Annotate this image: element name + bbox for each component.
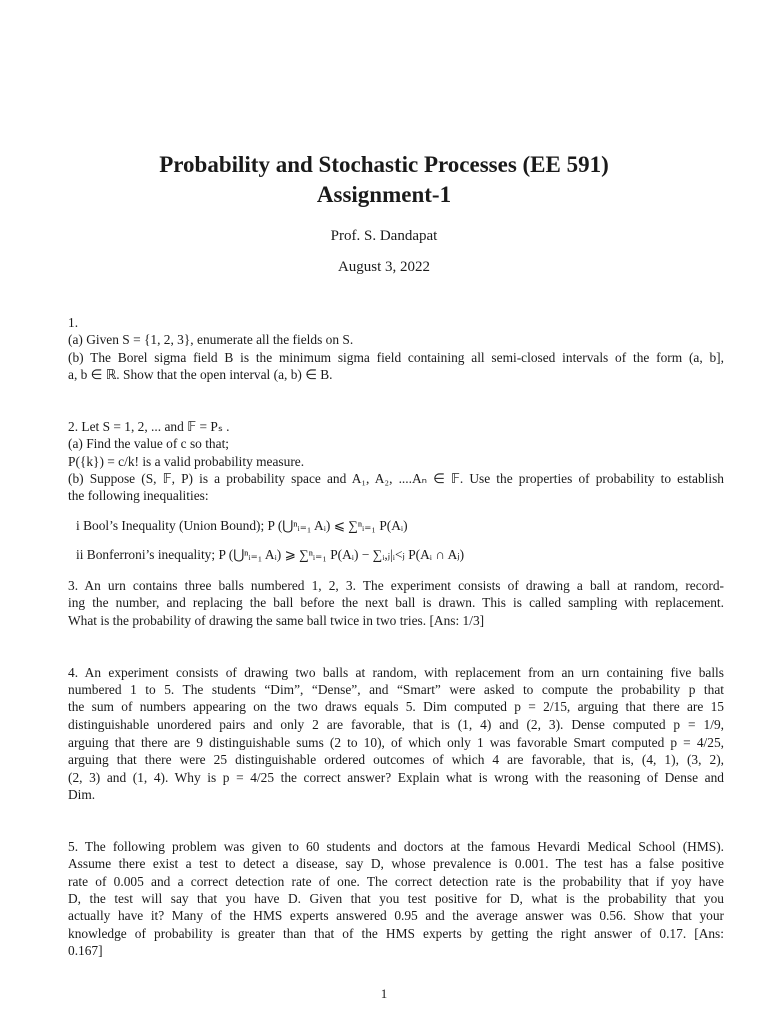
q3-line1: 3. An urn contains three balls numbered 1, 2, 3. The experiment consists of drawing a ball at random, record-	[68, 578, 724, 593]
q4-line3: the sum of numbers appearing on the two draws equals 5. Dim computed p = 2/15, arguing that there are 15	[68, 699, 724, 714]
document-title-line2: Assignment-1	[316, 182, 452, 207]
q4-line6: arguing that there were 25 distinguishable ordered outcomes of which 4 are favorable, that is, (4, 1), (3, 2),	[68, 752, 724, 767]
q1-part-a: (a) Given S = {1, 2, 3}, enumerate all the fields on S.	[68, 332, 354, 347]
q4-line2: numbered 1 to 5. The students “Dim”, “Dense”, and “Smart” were asked to compute the probability p that	[68, 682, 724, 697]
q5-line6: knowledge of probability is greater than that of the HMS experts by getting the right answer of 0.17. [Ans:	[68, 926, 724, 941]
q2-part-b-line1: (b) Suppose (S, 𝔽, P) is a probability space and A₁, A₂, ....Aₙ ∈ 𝔽. Use the properties of probability to establish	[68, 471, 724, 486]
q3-line2: ing the number, and replacing the ball before the next ball is drawn. This is called sampling with replacement.	[68, 595, 724, 610]
q5-line4: D, the test will say that you have D. Given that you test positive for D, what is the probability that you	[68, 891, 724, 906]
q5-line5: actually have it? Many of the HMS experts answered 0.95 and the average answer was 0.56. Show that your	[68, 908, 724, 923]
q5-line3: rate of 0.005 and a correct detection rate of one. The correct detection rate is the probability that if yoy have	[68, 874, 724, 889]
q3-line3: What is the probability of drawing the same ball twice in two tries. [Ans: 1/3]	[68, 613, 485, 628]
q4-line7: (2, 3) and (1, 4). Why is p = 4/25 the correct answer? Explain what is wrong with the reasoning of Dense and	[68, 770, 724, 785]
q1-part-b-line1: (b) The Borel sigma field B is the minimum sigma field containing all semi-closed intervals of the form (a, b],	[68, 350, 724, 365]
q2-intro: 2. Let S = 1, 2, ... and 𝔽 = Pₛ .	[68, 419, 230, 434]
q1-number: 1.	[68, 315, 79, 330]
q5-line1: 5. The following problem was given to 60 students and doctors at the famous Hevardi Medical School (HMS).	[68, 839, 724, 854]
q1-part-b-line2: a, b ∈ ℝ. Show that the open interval (a, b) ∈ B.	[68, 367, 333, 382]
q2-part-a-line2: P({k}) = c/k! is a valid probability measure.	[68, 454, 305, 469]
q4-line5: arguing that there are 9 distinguishable sums (2 to 10), of which only 1 was favorable Smart computed p = 4/25,	[68, 735, 724, 750]
q2-inequality-union-bound: i Bool’s Inequality (Union Bound); P (⋃ⁿᵢ₌₁ Aᵢ) ⩽ ∑ⁿᵢ₌₁ P(Aᵢ)	[76, 518, 408, 533]
q5-line2: Assume there exist a test to detect a disease, say D, whose prevalence is 0.001. The test has a false positive	[68, 856, 724, 871]
document-title-line1: Probability and Stochastic Processes (EE 591)	[159, 152, 609, 177]
q2-inequality-bonferroni: ii Bonferroni’s inequality; P (⋃ⁿᵢ₌₁ Aᵢ) ⩾ ∑ⁿᵢ₌₁ P(Aᵢ) − ∑ᵢ,ⱼ|ᵢ<ⱼ P(Aᵢ ∩ Aⱼ)	[76, 547, 465, 562]
q5-line7: 0.167]	[68, 943, 103, 958]
author: Prof. S. Dandapat	[330, 228, 438, 244]
q4-line4: distinguishable unordered pairs and only 2 are favorable, that is (1, 4) and (2, 3). Dense computed p = 1/9,	[68, 717, 724, 732]
date: August 3, 2022	[337, 259, 431, 275]
q2-part-a-line1: (a) Find the value of c so that;	[68, 436, 230, 451]
q4-line1: 4. An experiment consists of drawing two balls at random, with replacement from an urn containing five balls	[68, 665, 724, 680]
page-number: 1	[380, 986, 388, 1001]
q2-part-b-line2: the following inequalities:	[68, 488, 209, 503]
q4-line8: Dim.	[68, 787, 96, 802]
